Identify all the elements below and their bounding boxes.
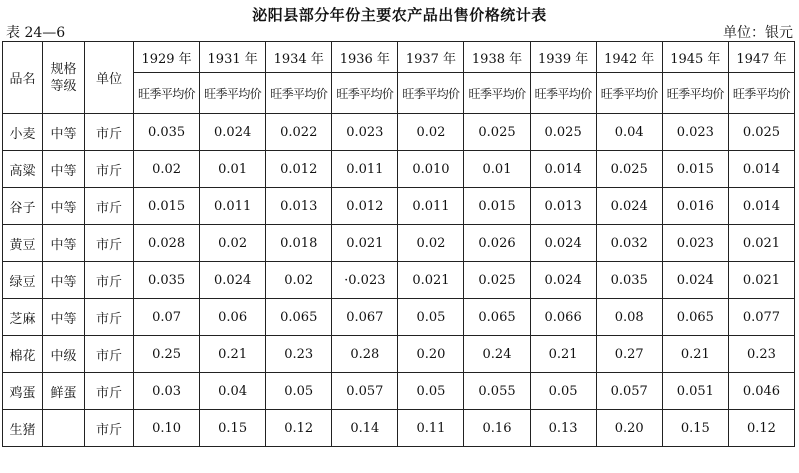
- price-cell: 0.012: [266, 151, 332, 188]
- price-cell: 0.065: [464, 299, 530, 336]
- product-name-cell: 谷子: [3, 188, 43, 225]
- grade-cell: 中等: [43, 151, 85, 188]
- table-row: [3, 410, 795, 447]
- unit-cell: 市斤: [85, 373, 134, 410]
- price-cell: 0.035: [596, 262, 662, 299]
- price-cell: 0.28: [332, 336, 398, 373]
- product-name-cell: 鸡蛋: [3, 373, 43, 410]
- price-cell: 0.035: [134, 262, 200, 299]
- table-row: [3, 262, 795, 299]
- price-cell: ·0.023: [332, 262, 398, 299]
- price-cell: 0.051: [662, 373, 728, 410]
- header-season-avg: 旺季平均价: [728, 73, 794, 114]
- price-cell: 0.012: [332, 188, 398, 225]
- price-cell: 0.022: [266, 114, 332, 151]
- price-cell: 0.057: [332, 373, 398, 410]
- price-cell: 0.011: [200, 188, 266, 225]
- price-cell: 0.05: [530, 373, 596, 410]
- table-number: 表 24—6: [6, 25, 66, 41]
- price-cell: 0.015: [464, 188, 530, 225]
- price-cell: 0.014: [728, 188, 794, 225]
- header-year: 1942 年: [596, 42, 662, 73]
- unit-note: 单位：银元: [723, 25, 793, 41]
- price-cell: 0.14: [332, 410, 398, 447]
- price-cell: 0.025: [530, 114, 596, 151]
- price-cell: 0.05: [266, 373, 332, 410]
- price-cell: 0.16: [464, 410, 530, 447]
- product-name-cell: 高粱: [3, 151, 43, 188]
- price-cell: 0.27: [596, 336, 662, 373]
- unit-cell: 市斤: [85, 188, 134, 225]
- table-row: [3, 225, 795, 262]
- price-cell: 0.21: [530, 336, 596, 373]
- header-year: 1931 年: [200, 42, 266, 73]
- price-cell: 0.023: [662, 225, 728, 262]
- price-cell: 0.05: [398, 373, 464, 410]
- grade-cell: 鲜蛋: [43, 373, 85, 410]
- price-cell: 0.023: [662, 114, 728, 151]
- price-cell: 0.025: [464, 262, 530, 299]
- price-cell: 0.010: [398, 151, 464, 188]
- grade-cell: 中等: [43, 114, 85, 151]
- price-cell: 0.05: [398, 299, 464, 336]
- price-cell: 0.035: [134, 114, 200, 151]
- price-cell: 0.03: [134, 373, 200, 410]
- table-header: [3, 42, 795, 114]
- price-cell: 0.057: [596, 373, 662, 410]
- price-cell: 0.21: [662, 336, 728, 373]
- price-cell: 0.025: [728, 114, 794, 151]
- grade-cell: 中等: [43, 188, 85, 225]
- product-name-cell: 黄豆: [3, 225, 43, 262]
- price-cell: 0.21: [200, 336, 266, 373]
- grade-cell: 中等: [43, 225, 85, 262]
- price-cell: 0.065: [662, 299, 728, 336]
- price-cell: 0.02: [398, 114, 464, 151]
- product-name-cell: 芝麻: [3, 299, 43, 336]
- price-cell: 0.025: [464, 114, 530, 151]
- header-season-avg: 旺季平均价: [530, 73, 596, 114]
- unit-cell: 市斤: [85, 410, 134, 447]
- price-cell: 0.046: [728, 373, 794, 410]
- product-name-cell: 小麦: [3, 114, 43, 151]
- price-cell: 0.021: [728, 225, 794, 262]
- price-cell: 0.02: [200, 225, 266, 262]
- unit-cell: 市斤: [85, 225, 134, 262]
- unit-cell: 市斤: [85, 336, 134, 373]
- price-cell: 0.025: [596, 151, 662, 188]
- header-season-avg: 旺季平均价: [398, 73, 464, 114]
- price-cell: 0.021: [398, 262, 464, 299]
- price-cell: 0.015: [134, 188, 200, 225]
- price-cell: 0.028: [134, 225, 200, 262]
- grade-cell: [43, 410, 85, 447]
- price-cell: 0.25: [134, 336, 200, 373]
- header-season-avg: 旺季平均价: [134, 73, 200, 114]
- header-season-avg: 旺季平均价: [200, 73, 266, 114]
- price-cell: 0.024: [530, 262, 596, 299]
- price-cell: 0.021: [728, 262, 794, 299]
- price-cell: 0.014: [728, 151, 794, 188]
- unit-cell: 市斤: [85, 262, 134, 299]
- price-cell: 0.24: [464, 336, 530, 373]
- product-name-cell: 生猪: [3, 410, 43, 447]
- table-row: [3, 151, 795, 188]
- grade-cell: 中级: [43, 336, 85, 373]
- product-name-cell: 绿豆: [3, 262, 43, 299]
- unit-cell: 市斤: [85, 114, 134, 151]
- price-cell: 0.15: [200, 410, 266, 447]
- price-cell: 0.02: [266, 262, 332, 299]
- header-year: 1938 年: [464, 42, 530, 73]
- price-cell: 0.024: [200, 262, 266, 299]
- header-unit: 单位: [85, 42, 134, 114]
- price-cell: 0.06: [200, 299, 266, 336]
- price-cell: 0.016: [662, 188, 728, 225]
- table-body: [3, 114, 795, 447]
- price-cell: 0.024: [596, 188, 662, 225]
- price-cell: 0.021: [332, 225, 398, 262]
- price-cell: 0.02: [134, 151, 200, 188]
- header-season-avg: 旺季平均价: [332, 73, 398, 114]
- price-cell: 0.07: [134, 299, 200, 336]
- price-cell: 0.12: [728, 410, 794, 447]
- price-cell: 0.23: [266, 336, 332, 373]
- price-cell: 0.11: [398, 410, 464, 447]
- price-cell: 0.02: [398, 225, 464, 262]
- header-year: 1947 年: [728, 42, 794, 73]
- header-year: 1934 年: [266, 42, 332, 73]
- price-cell: 0.01: [464, 151, 530, 188]
- table-row: [3, 299, 795, 336]
- header-season-avg: 旺季平均价: [266, 73, 332, 114]
- price-cell: 0.04: [200, 373, 266, 410]
- price-cell: 0.011: [332, 151, 398, 188]
- header-season-avg: 旺季平均价: [596, 73, 662, 114]
- header-year: 1936 年: [332, 42, 398, 73]
- price-cell: 0.024: [200, 114, 266, 151]
- table-title: 泌阳县部分年份主要农产品出售价格统计表: [252, 6, 547, 24]
- price-cell: 0.055: [464, 373, 530, 410]
- price-cell: 0.04: [596, 114, 662, 151]
- header-name: 品名: [3, 42, 43, 114]
- header-season-avg: 旺季平均价: [662, 73, 728, 114]
- grade-cell: 中等: [43, 299, 85, 336]
- header-grade: 规格 等级: [43, 42, 85, 114]
- header-year: 1929 年: [134, 42, 200, 73]
- price-cell: 0.032: [596, 225, 662, 262]
- price-cell: 0.066: [530, 299, 596, 336]
- price-cell: 0.024: [662, 262, 728, 299]
- price-table: [2, 41, 795, 447]
- price-cell: 0.13: [530, 410, 596, 447]
- header-year: 1945 年: [662, 42, 728, 73]
- price-cell: 0.20: [596, 410, 662, 447]
- header-season-avg: 旺季平均价: [464, 73, 530, 114]
- grade-cell: 中等: [43, 262, 85, 299]
- header-year: 1937 年: [398, 42, 464, 73]
- table-row: [3, 114, 795, 151]
- price-cell: 0.12: [266, 410, 332, 447]
- price-cell: 0.20: [398, 336, 464, 373]
- price-cell: 0.018: [266, 225, 332, 262]
- price-cell: 0.013: [530, 188, 596, 225]
- price-cell: 0.01: [200, 151, 266, 188]
- table-row: [3, 188, 795, 225]
- price-cell: 0.23: [728, 336, 794, 373]
- price-cell: 0.024: [530, 225, 596, 262]
- price-cell: 0.08: [596, 299, 662, 336]
- table-row: [3, 373, 795, 410]
- price-cell: 0.011: [398, 188, 464, 225]
- price-cell: 0.15: [662, 410, 728, 447]
- price-cell: 0.077: [728, 299, 794, 336]
- price-cell: 0.015: [662, 151, 728, 188]
- price-cell: 0.014: [530, 151, 596, 188]
- header-year: 1939 年: [530, 42, 596, 73]
- price-cell: 0.10: [134, 410, 200, 447]
- price-cell: 0.023: [332, 114, 398, 151]
- unit-cell: 市斤: [85, 151, 134, 188]
- product-name-cell: 棉花: [3, 336, 43, 373]
- price-cell: 0.067: [332, 299, 398, 336]
- unit-cell: 市斤: [85, 299, 134, 336]
- price-cell: 0.026: [464, 225, 530, 262]
- price-cell: 0.065: [266, 299, 332, 336]
- price-cell: 0.013: [266, 188, 332, 225]
- table-row: [3, 336, 795, 373]
